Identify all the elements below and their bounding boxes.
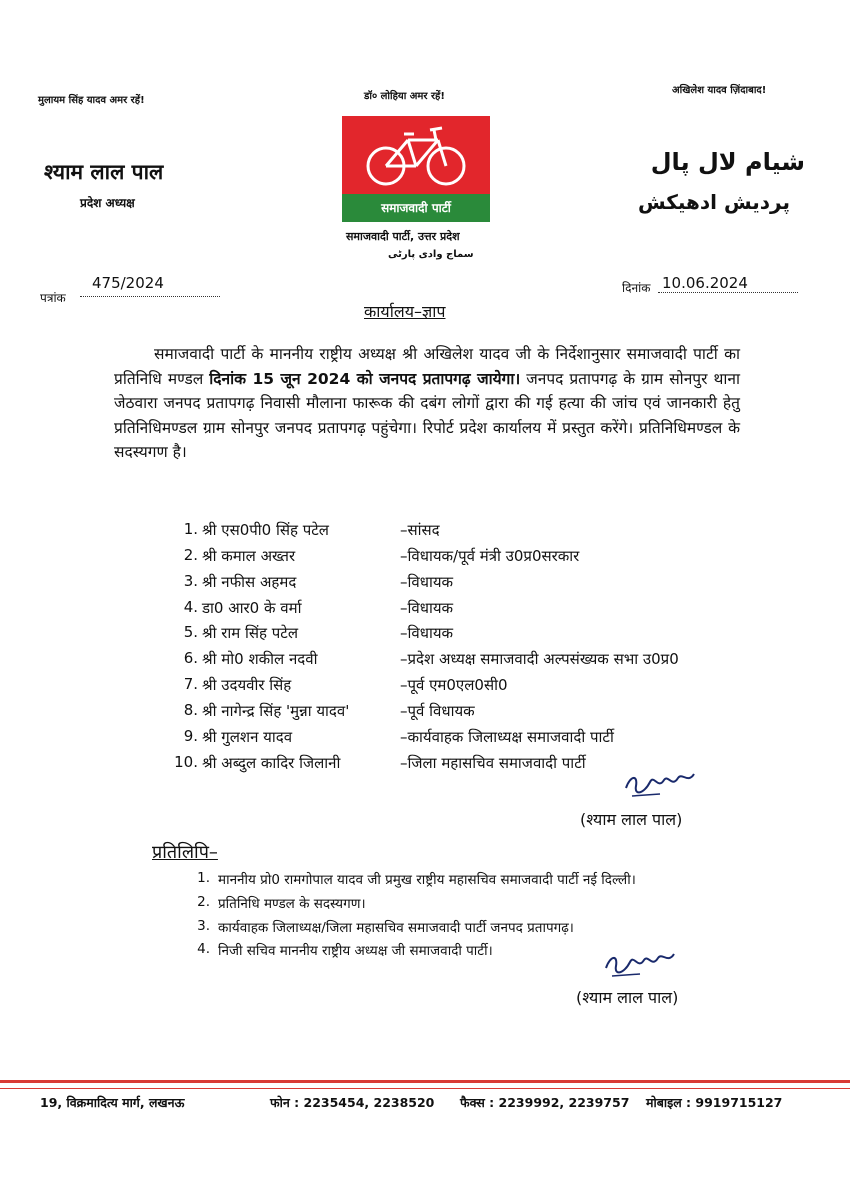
slogan-left: मुलायम सिंह यादव अमर रहें! <box>38 95 145 106</box>
patrank-dotline <box>80 296 220 297</box>
party-urdu: سماج وادی پارٹی <box>388 249 474 260</box>
member-role: –जिला महासचिव समाजवादी पार्टी <box>400 754 586 772</box>
para-part1: समाजवादी पार्टी के माननीय राष्ट्रीय अध्यक्ष श्री अखिलेश यादव जी के निर्देशानुसार समाजवादी पार्टी का प्रतिनिधि मण्डल <box>114 345 740 388</box>
member-row <box>168 727 728 751</box>
para-part2: जनपद प्रतापगढ़ के ग्राम सोनपुर थाना जेठवारा जनपद प्रतापगढ़ निवासी मौलाना फारूक की दबंग लोगों द्वारा की गई हत्या की जांच एवं जानकारी हेतु प्रतिनिधिमण्डल ग्राम सोनपुर जनपद प्रतापगढ़ पहुंचेगा। रिपोर्ट प्रदेश कार्यालय में प्रस्तुत करेंगे। प्रतिनिधिमण्डल के सदस्यगण है। <box>114 369 740 462</box>
dinank-dotline <box>658 292 798 293</box>
copy-text: निजी सचिव माननीय राष्ट्रीय अध्यक्ष जी समाजवादी पार्टी। <box>218 943 493 959</box>
sender-name-urdu: شیام لال پال <box>650 148 805 176</box>
member-role: –कार्यवाहक जिलाध्यक्ष समाजवादी पार्टी <box>400 728 614 746</box>
logo-label: समाजवादी पार्टी <box>342 194 490 222</box>
signature-mark <box>600 946 680 986</box>
member-name: श्री गुलशन यादव <box>202 728 293 746</box>
member-num: 8. <box>183 701 198 719</box>
member-role: –पूर्व एम0एल0सी0 <box>400 676 508 694</box>
member-row <box>168 649 728 673</box>
footer-fax: फैक्स : 2239992, 2239757 <box>460 1095 630 1110</box>
sender-name-hindi: श्याम लाल पाल <box>44 160 164 184</box>
party-logo <box>342 116 490 222</box>
member-num: 7. <box>183 675 198 693</box>
member-role: –पूर्व विधायक <box>400 702 475 720</box>
footer-mobile: मोबाइल : 9919715127 <box>646 1095 783 1110</box>
footer-divider <box>0 1080 850 1083</box>
footer-phone: फोन : 2235454, 2238520 <box>270 1095 435 1110</box>
member-role: –प्रदेश अध्यक्ष समाजवादी अल्पसंख्यक सभा उ0प्र0 <box>400 650 679 668</box>
member-num: 5. <box>183 623 198 641</box>
member-num: 10. <box>174 753 198 771</box>
member-num: 1. <box>183 520 198 538</box>
member-num: 6. <box>183 649 198 667</box>
member-role: –सांसद <box>400 521 440 539</box>
member-row <box>168 572 728 596</box>
copy-num: 3. <box>197 918 210 934</box>
member-num: 9. <box>183 727 198 745</box>
document-title: कार्यालय–ज्ञाप <box>364 302 446 321</box>
copy-text: माननीय प्रो0 रामगोपाल यादव जी प्रमुख राष्ट्रीय महासचिव समाजवादी पार्टी नई दिल्ली। <box>218 872 636 888</box>
copy-text: कार्यवाहक जिलाध्यक्ष/जिला महासचिव समाजवादी पार्टी जनपद प्रतापगढ़। <box>218 920 574 936</box>
member-row <box>168 598 728 622</box>
member-num: 4. <box>183 598 198 616</box>
copy-num: 1. <box>197 870 210 886</box>
member-row <box>168 520 728 544</box>
member-name: श्री कमाल अख्तर <box>202 547 296 565</box>
member-row <box>168 623 728 647</box>
signature-mark <box>620 766 700 806</box>
member-row <box>168 675 728 699</box>
party-state: समाजवादी पार्टी, उत्तर प्रदेश <box>346 230 460 243</box>
member-name: श्री अब्दुल कादिर जिलानी <box>202 754 341 772</box>
member-role: –विधायक <box>400 599 454 617</box>
copy-text: प्रतिनिधि मण्डल के सदस्यगण। <box>218 896 366 912</box>
member-row <box>168 546 728 570</box>
member-num: 2. <box>183 546 198 564</box>
body-paragraph <box>114 342 740 465</box>
para-bold: दिनांक 15 जून 2024 को जनपद प्रतापगढ़ जायेगा। <box>209 369 521 388</box>
copy-num: 2. <box>197 894 210 910</box>
member-name: श्री नागेन्द्र सिंह 'मुन्ना यादव' <box>202 702 350 720</box>
member-role: –विधायक/पूर्व मंत्री उ0प्र0सरकार <box>400 547 580 565</box>
member-name: श्री नफीस अहमद <box>202 573 297 591</box>
member-name: श्री मो0 शकील नदवी <box>202 650 318 668</box>
sender-designation-urdu: پردیش ادھیکش <box>637 190 790 214</box>
member-name: डा0 आर0 के वर्मा <box>202 599 302 617</box>
signature-name-1: (श्याम लाल पाल) <box>580 810 683 829</box>
sender-designation-hindi: प्रदेश अध्यक्ष <box>80 196 135 210</box>
bicycle-icon <box>364 122 468 190</box>
slogan-center: डॉ० लोहिया अमर रहें! <box>364 91 445 102</box>
member-name: श्री राम सिंह पटेल <box>202 624 299 642</box>
member-role: –विधायक <box>400 624 454 642</box>
member-role: –विधायक <box>400 573 454 591</box>
member-num: 3. <box>183 572 198 590</box>
slogan-right: अखिलेश यादव ज़िंदाबाद! <box>672 85 767 96</box>
member-name: श्री उदयवीर सिंह <box>202 676 292 694</box>
copy-heading: प्रतिलिपि– <box>152 842 218 863</box>
signature-name-2: (श्याम लाल पाल) <box>576 988 679 1007</box>
footer-address: 19, विक्रमादित्य मार्ग, लखनऊ <box>40 1095 185 1110</box>
footer-divider-thin <box>0 1088 850 1089</box>
member-name: श्री एस0पी0 सिंह पटेल <box>202 521 329 539</box>
patrank-label: पत्रांक <box>40 291 66 305</box>
dinank-label: दिनांक <box>622 281 651 295</box>
copy-num: 4. <box>197 941 210 957</box>
patrank-value: 475/2024 <box>92 274 164 292</box>
dinank-value: 10.06.2024 <box>662 274 748 292</box>
member-row <box>168 701 728 725</box>
